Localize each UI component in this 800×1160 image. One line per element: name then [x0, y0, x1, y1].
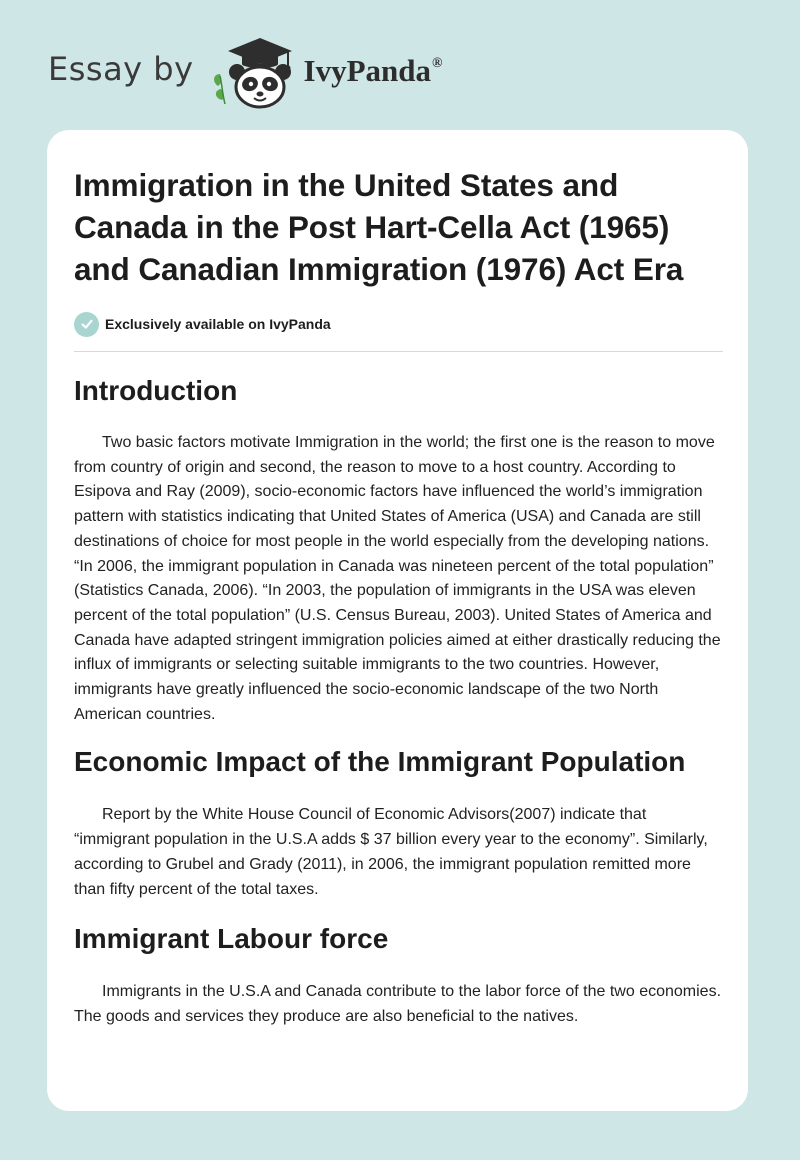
section-heading-economic-impact: Economic Impact of the Immigrant Population: [74, 746, 686, 778]
article-title: Immigration in the United States and Canada in the Post Hart-Cella Act (1965) and Canadian Immigration (1976) Act Era: [74, 167, 684, 287]
title-divider: [74, 351, 723, 352]
section-paragraph-labour-force: Immigrants in the U.S.A and Canada contribute to the labor force of the two economies. The goods and services they produce are also beneficial to the natives.: [74, 983, 722, 1025]
registered-mark: ®: [432, 56, 443, 71]
section-heading-labour-force: Immigrant Labour force: [74, 923, 389, 955]
section-paragraph-introduction: Two basic factors motivate Immigration in the world; the first one is the reason to move from country of origin and second, the reason to move to a host country. According to Esipova and Ray (2009), socio-economic factors have influenced the world’s immigration pattern with statistics indicating that United States of America (USA) and Canada are still destinations of choice for most people in the world especially from the developing nations. “In 2006, the immigrant population in Canada was nineteen percent of the total population” (Statistics Canada, 2006). “In 2003, the population of immigrants in the USA was eleven percent of the total population” (U.S. Census Bureau, 2003). United States of America and Canada have adapted stringent immigration policies aimed at either drastically reducing the influx of immigrants or selecting suitable immigrants to the two countries. However, immigrants have greatly influenced the socio-economic landscape of the two North American countries.: [74, 434, 721, 723]
check-icon: [74, 312, 99, 337]
site-header: [48, 34, 442, 110]
ivypanda-brand-name[interactable]: [304, 53, 443, 89]
ivypanda-logo-icon[interactable]: [208, 34, 300, 110]
article-card: [47, 130, 748, 1111]
section-heading-introduction: Introduction: [74, 375, 238, 406]
essay-by-label: Essay by: [48, 50, 194, 88]
section-paragraph-economic-impact: Report by the White House Council of Economic Advisors(2007) indicate that “immigrant population in the U.S.A adds $ 37 billion every year to the economy”. Similarly, according to Grubel and Grady (2011), in 2006, the immigrant population remitted more than fifty percent of the total taxes.: [74, 806, 708, 898]
exclusive-label: Exclusively available on IvyPanda: [105, 316, 331, 332]
brand-name-text[interactable]: IvyPanda: [303, 53, 432, 88]
exclusive-badge-row: [74, 311, 722, 337]
